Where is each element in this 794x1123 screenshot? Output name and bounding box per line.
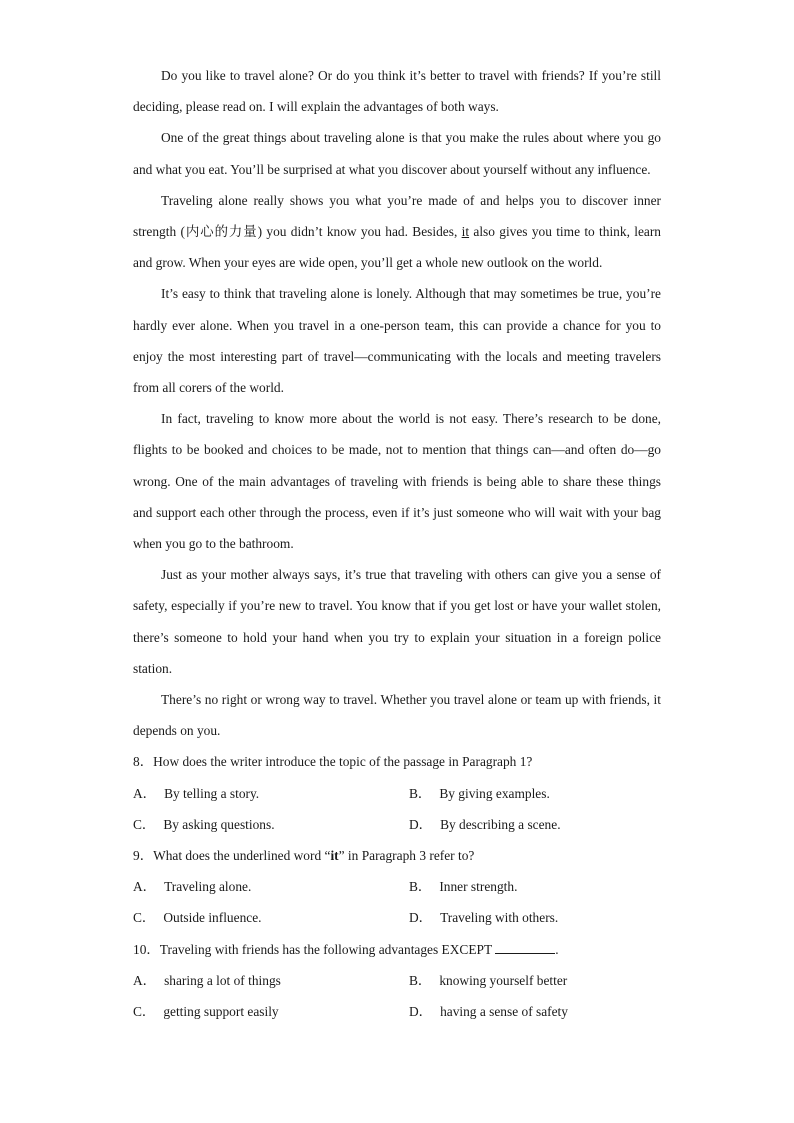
question-9-option-a[interactable]	[133, 871, 251, 902]
option-text: By telling a story.	[164, 785, 260, 801]
underlined-word-it: it	[461, 224, 470, 240]
answer-blank	[495, 941, 555, 954]
question-8-options-row-2	[133, 809, 661, 840]
question-9-stem	[133, 840, 661, 871]
option-letter: B．	[409, 879, 432, 895]
question-9	[133, 840, 661, 934]
option-text: Traveling alone.	[164, 879, 252, 895]
paragraph-6: Just as your mother always says, it’s true that traveling with others can give you a sense of safety, especially if you’re new to travel. You know that if you get lost or have your wallet stolen, there’s someone to hold your hand when you try to explain your situation in a foreign police station.	[133, 567, 661, 676]
option-text: getting support easily	[163, 1004, 279, 1020]
option-letter: D．	[409, 1004, 433, 1020]
question-9-option-d[interactable]	[409, 902, 558, 933]
question-10-options-row-2	[133, 996, 661, 1027]
option-letter: A．	[133, 972, 157, 988]
option-letter: C．	[133, 1004, 156, 1020]
paragraph-3-part-b: also gives you time to think, learn and grow. When your eyes are wide open, you’ll get a whole new outlook on the world.	[133, 224, 661, 271]
paragraph-4: It’s easy to think that traveling alone is lonely. Although that may sometimes be true, you’re hardly ever alone. When you travel in a one-person team, this can provide a chance for you to enjoy the most interesting part of travel—communicating with the locals and meeting travelers from all corers of the world.	[133, 286, 661, 396]
paragraph-5: In fact, traveling to know more about the world is not easy. There’s research to be done, flights to be booked and choices to be made, not to mention that things can—and often do—go wrong. One of the main advantages of traveling with friends is being able to share these things and support each other through the process, even if it’s just someone who will wait with your bag when you go to the bathroom.	[133, 411, 661, 552]
question-8-stem: 8．How does the writer introduce the topic of the passage in Paragraph 1?	[133, 754, 533, 770]
option-text: By describing a scene.	[440, 816, 561, 832]
question-8-option-a[interactable]	[133, 778, 259, 809]
paragraph-1: Do you like to travel alone? Or do you think it’s better to travel with friends? If you’re still deciding, please read on. I will explain the advantages of both ways.	[133, 68, 661, 115]
paragraph-3-part-a: Traveling alone really shows you what you’re made of and helps you to discover inner strength (内心的力量) you didn’t know you had. Besides,	[133, 192, 661, 240]
question-10-option-a[interactable]	[133, 965, 281, 996]
option-text: Traveling with others.	[440, 910, 559, 926]
paragraph-2: One of the great things about traveling alone is that you make the rules about where you go and what you eat. You’ll be surprised at what you discover about yourself without any influence.	[133, 130, 661, 177]
question-10-option-c[interactable]	[133, 996, 279, 1027]
question-10-stem	[133, 934, 661, 965]
option-letter: C．	[133, 816, 156, 832]
paragraph-3	[133, 185, 661, 279]
option-letter: B．	[409, 972, 432, 988]
option-text: knowing yourself better	[439, 972, 568, 988]
option-text: having a sense of safety	[440, 1004, 568, 1020]
question-9-stem-part-a: 9．What does the underlined word “	[133, 848, 331, 864]
paragraph-7: There’s no right or wrong way to travel. Whether you travel alone or team up with friends, it depends on you.	[133, 692, 661, 739]
question-9-options-row-1	[133, 871, 661, 902]
option-letter: A．	[133, 785, 157, 801]
question-9-options-row-2	[133, 902, 661, 933]
question-10-stem-part-a: 10．Traveling with friends has the following advantages EXCEPT	[133, 941, 496, 957]
question-8-options-row-1	[133, 778, 661, 809]
question-10-option-d[interactable]	[409, 996, 568, 1027]
question-8	[133, 746, 661, 840]
option-letter: D．	[409, 816, 433, 832]
question-9-stem-part-b: ” in Paragraph 3 refer to?	[338, 848, 475, 864]
question-9-option-c[interactable]	[133, 902, 262, 933]
option-text: Outside influence.	[163, 910, 262, 926]
option-letter: A．	[133, 879, 157, 895]
question-10	[133, 934, 661, 1028]
question-10-stem-part-b: .	[555, 941, 559, 957]
option-letter: C．	[133, 910, 156, 926]
option-text: By giving examples.	[439, 785, 550, 801]
option-letter: B．	[409, 785, 432, 801]
question-8-option-d[interactable]	[409, 809, 561, 840]
option-text: sharing a lot of things	[164, 972, 281, 988]
option-text: By asking questions.	[163, 816, 275, 832]
option-letter: D．	[409, 910, 433, 926]
reading-passage	[133, 60, 661, 1027]
question-9-stem-bold-word: it	[330, 848, 339, 864]
question-8-option-b[interactable]	[409, 778, 550, 809]
question-8-option-c[interactable]	[133, 809, 275, 840]
question-9-option-b[interactable]	[409, 871, 517, 902]
question-10-options-row-1	[133, 965, 661, 996]
option-text: Inner strength.	[439, 879, 518, 895]
question-10-option-b[interactable]	[409, 965, 567, 996]
